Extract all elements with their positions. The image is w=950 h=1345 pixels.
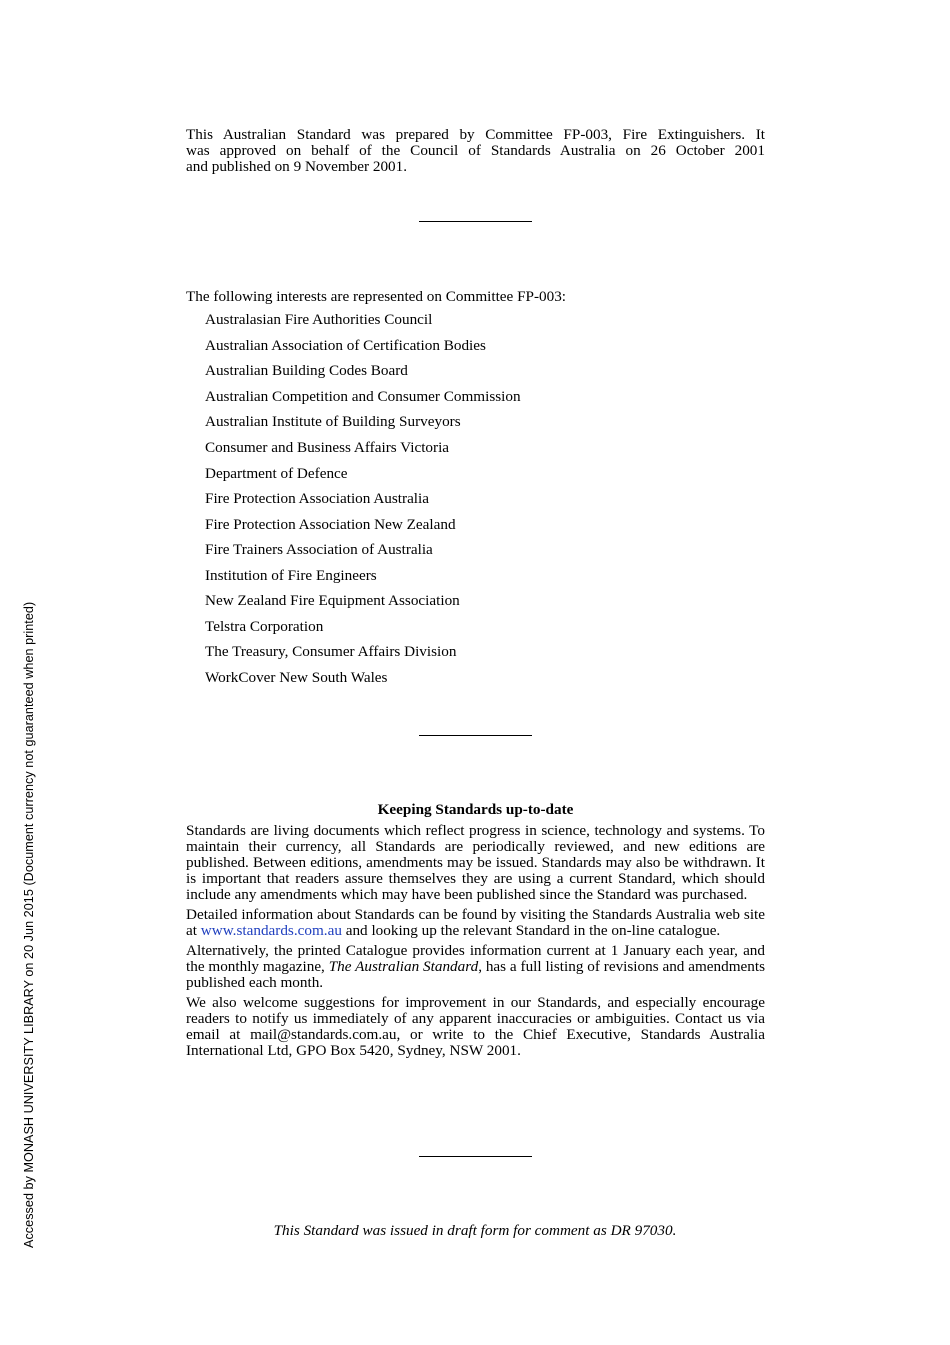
member-item: Consumer and Business Affairs Victoria — [205, 439, 450, 456]
divider-rule — [419, 735, 532, 736]
divider-rule — [419, 1156, 532, 1157]
member-item: Department of Defence — [205, 465, 348, 482]
keeping-paragraph-2 — [186, 907, 765, 939]
member-item: New Zealand Fire Equipment Association — [205, 592, 460, 609]
standards-website-link[interactable]: www.standards.com.au — [200, 922, 342, 939]
keeping-paragraph-3 — [186, 943, 765, 991]
p2-text-before: Detailed information about Standards can be found by visiting the Standards Australia web site at — [186, 906, 765, 939]
keeping-paragraph-1: Standards are living documents which reflect progress in science, technology and systems. To maintain their currency, all Standards are periodically reviewed, and new editions are published. Between editions, amendments may be issued. Standards may also be withdrawn. It is important that readers assure themselves they are using a current Standard, which should include any amendments which may have been published since the Standard was purchased. — [186, 822, 765, 903]
member-item: Fire Trainers Association of Australia — [205, 541, 433, 558]
member-item: Fire Protection Association Australia — [205, 490, 429, 507]
member-item: Institution of Fire Engineers — [205, 567, 377, 584]
member-item: Australian Building Codes Board — [205, 362, 408, 379]
magazine-title: The Australian Standard — [328, 958, 479, 975]
interests-intro: The following interests are represented on Committee FP-003: — [186, 288, 567, 305]
member-item: Australian Association of Certification Bodies — [205, 337, 486, 354]
member-item: Australasian Fire Authorities Council — [205, 311, 433, 328]
preparation-line-2: was approved on behalf of the Council of Standards Australia on 26 October 2001 — [186, 142, 765, 159]
preparation-line-1: This Australian Standard was prepared by Committee FP-003, Fire Extinguishers. It — [186, 126, 765, 143]
member-item: Australian Competition and Consumer Commission — [205, 388, 521, 405]
member-item: WorkCover New South Wales — [205, 669, 388, 686]
divider-rule — [419, 221, 532, 222]
p2-text-after: and looking up the relevant Standard in the on-line catalogue. — [341, 922, 721, 939]
member-item: Fire Protection Association New Zealand — [205, 516, 456, 533]
access-watermark: Accessed by MONASH UNIVERSITY LIBRARY on 20 Jun 2015 (Document currency not guaranteed when printed) — [22, 601, 36, 1248]
p3-text-before: Alternatively, the printed Catalogue provides information current at 1 January each year, and the monthly magazine, — [186, 942, 765, 975]
preparation-line-3: and published on 9 November 2001. — [186, 158, 408, 175]
member-item: Telstra Corporation — [205, 618, 324, 635]
keeping-section-body — [186, 823, 765, 1063]
keeping-paragraph-4: We also welcome suggestions for improvement in our Standards, and especially encourage readers to notify us immediately of any apparent inaccuracies or ambiguities. Contact us via email at mail@standards.com.au, or write to the Chief Executive, Standards Australia International Ltd, GPO Box 5420, Sydney, NSW 2001. — [186, 994, 765, 1059]
preparation-paragraph — [186, 127, 765, 175]
section-heading: Keeping Standards up-to-date — [377, 801, 574, 818]
draft-note: This Standard was issued in draft form for comment as DR 97030. — [273, 1222, 677, 1239]
p3-text-after: , has a full listing of revisions and amendments published each month. — [186, 958, 765, 991]
member-item: Australian Institute of Building Surveyors — [205, 413, 461, 430]
member-item: The Treasury, Consumer Affairs Division — [205, 643, 457, 660]
